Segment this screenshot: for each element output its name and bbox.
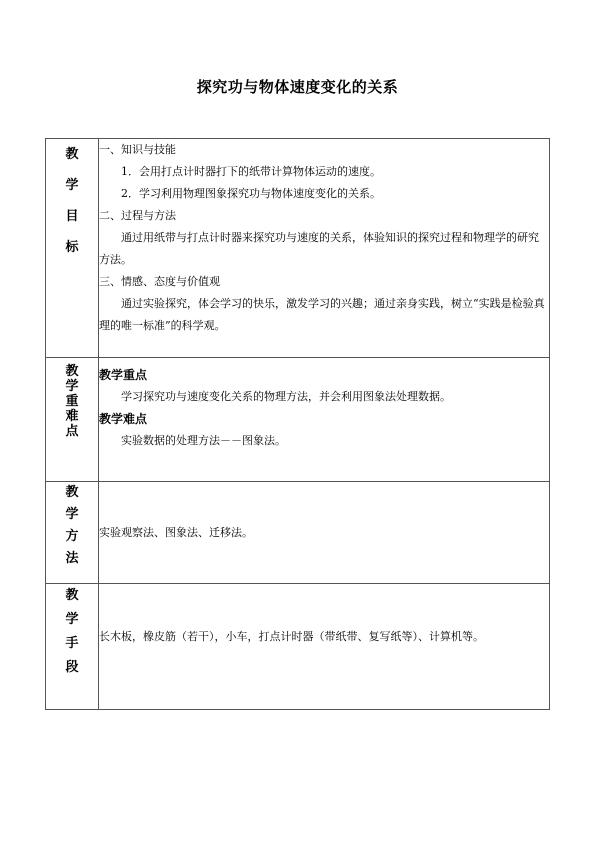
label-teaching-means [46,584,99,710]
goal-paragraph: 通过用纸带与打点计时器来探究功与速度的关系，体验知识的探究过程和物理学的研究方法。 [99,231,539,266]
difficult-points-text: 实验数据的处理方法－－图象法。 [121,434,286,447]
row-key-difficult-points [46,358,550,482]
page-title: 探究功与物体速度变化的关系 [196,78,399,96]
lesson-plan-table [45,138,550,710]
label-char: 教 [65,147,79,162]
label-char: 标 [65,240,79,255]
goal-item: 1．会用打点计时器打下的纸带计算物体运动的速度。 [121,165,381,178]
content-teaching-methods [99,482,550,584]
label-char: 教 [65,588,79,603]
content-teaching-goals [99,139,550,358]
label-char: 手 [65,636,79,651]
content-teaching-means [99,584,550,710]
row-teaching-goals [46,139,550,358]
section-heading: 三、情感、态度与价值观 [99,275,220,288]
label-char: 目 [65,209,79,224]
label-char: 学 [65,507,79,522]
label-char: 难 [65,409,79,424]
goal-item: 2．学习利用物理图象探究功与物体速度变化的关系。 [121,187,381,200]
key-points-text: 学习探究功与速度变化关系的物理方法，并会利用图象法处理数据。 [121,390,451,403]
difficult-points-heading: 教学难点 [99,412,148,426]
means-text: 长木板，橡皮筋（若干），小车，打点计时器（带纸带、复写纸等）、计算机等。 [99,630,484,643]
label-char: 段 [65,660,79,675]
methods-text: 实验观察法、图象法、迁移法。 [99,525,253,539]
key-points-heading: 教学重点 [99,368,148,382]
goal-paragraph: 通过实验探究，体会学习的快乐，激发学习的兴趣；通过亲身实践，树立“实践是检验真理的唯一标准”的科学观。 [99,297,545,332]
label-char: 点 [65,424,79,439]
label-char: 教 [65,485,79,500]
label-key-difficult-points [46,358,99,482]
label-char: 法 [65,551,79,566]
row-teaching-methods [46,482,550,584]
label-char: 方 [65,529,79,544]
label-char: 教 [65,364,79,379]
row-teaching-means [46,584,550,710]
section-heading: 一、知识与技能 [99,143,176,156]
label-char: 学 [65,178,79,193]
section-heading: 二、过程与方法 [99,209,176,222]
label-char: 学 [65,612,79,627]
label-teaching-methods [46,482,99,584]
label-char: 重 [65,394,79,409]
content-key-difficult-points [99,358,550,482]
label-char: 学 [65,379,79,394]
label-teaching-goals [46,139,99,358]
